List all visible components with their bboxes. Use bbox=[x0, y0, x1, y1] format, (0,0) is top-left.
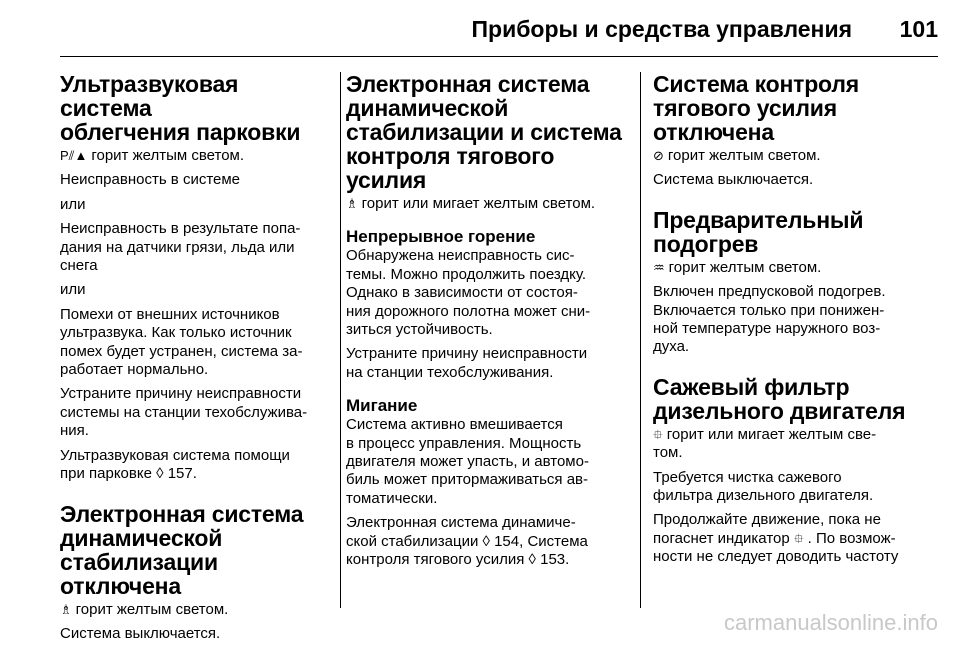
section-title-parking-assist: Ультразвуковая система облегчения парковки bbox=[60, 71, 301, 145]
paragraph: Помехи от внешних источников ультразвука. Как только источник помех будет устранен, система за- работает нормально. bbox=[60, 305, 303, 379]
paragraph: или bbox=[60, 281, 86, 299]
page-reference[interactable]: ◊ 157. bbox=[156, 465, 197, 483]
parking-assist-icon: P⫽▲ bbox=[60, 148, 88, 163]
page-number: 101 bbox=[899, 16, 938, 42]
tc-off-icon: ⊘ bbox=[653, 148, 664, 163]
page-header bbox=[0, 0, 960, 60]
paragraph: Система активно вмешивается в процесс управления. Мощность двигателя может упасть, и автомо- биль может притормаживаться ав- томатически. bbox=[346, 416, 589, 507]
section-title-esp-tc: Электронная система динамической стабилизации и система контроля тягового усилия bbox=[346, 71, 622, 193]
paragraph: или bbox=[60, 195, 86, 213]
parking-assist-status: P⫽▲ горит желтым светом. bbox=[60, 147, 245, 164]
column-divider-2 bbox=[640, 72, 641, 608]
glow-plug-icon: ♒ bbox=[653, 259, 665, 275]
dpf-status: ⯐ горит или мигает желтым све- том. bbox=[653, 425, 877, 462]
paragraph: Включен предпусковой подогрев. Включается только при понижен- ной температуре наружного воз- духа. bbox=[653, 283, 886, 356]
paragraph: Неисправность в результате попа- дания на датчики грязи, льда или снега bbox=[60, 220, 301, 275]
paragraph: Система выключается. bbox=[653, 171, 814, 189]
particle-filter-icon: ⯐ bbox=[653, 426, 663, 442]
column-3 bbox=[653, 72, 943, 573]
column-2 bbox=[346, 72, 626, 576]
esp-off-status: ♗ горит желтым светом. bbox=[60, 600, 229, 618]
subsection-continuous: Непрерывное горение bbox=[346, 227, 536, 247]
subsection-flashing: Мигание bbox=[346, 396, 418, 416]
paragraph: Продолжайте движение, пока не погаснет индикатор ⯐ . По возмож- ности не следует доводить частоту bbox=[653, 511, 899, 566]
paragraph: Ультразвуковая система помощи при парковке ◊ 157. bbox=[60, 446, 290, 483]
watermark: carmanualsonline.info bbox=[723, 610, 938, 635]
paragraph: Устраните причину неисправности на станции техобслуживания. bbox=[346, 345, 588, 381]
column-divider-1 bbox=[340, 72, 341, 608]
column-1 bbox=[60, 72, 334, 649]
tc-off-status: ⊘ горит желтым светом. bbox=[653, 147, 821, 164]
section-title-preheating: Предварительный подогрев bbox=[653, 206, 864, 257]
header-title: Приборы и средства управления bbox=[471, 16, 852, 42]
paragraph: Обнаружена неисправность сис- темы. Можно продолжить поездку. Однако в зависимости от состоя- ния дорожного полотна может сни- зиться устойчивость. bbox=[346, 247, 591, 339]
esp-status: ♗ горит или мигает желтым светом. bbox=[346, 195, 596, 212]
paragraph: Требуется чистка сажевого фильтра дизельного двигателя. bbox=[653, 468, 874, 505]
section-title-dpf: Сажевый фильтр дизельного двигателя bbox=[653, 373, 906, 424]
paragraph: Система выключается. bbox=[60, 624, 221, 642]
esp-off-icon: ♗ bbox=[60, 601, 72, 617]
particle-filter-icon: ⯐ bbox=[793, 530, 804, 546]
paragraph: Устраните причину неисправности системы на станции техобслужива- ния. bbox=[60, 385, 308, 440]
header-divider bbox=[60, 56, 938, 57]
paragraph: Неисправность в системе bbox=[60, 171, 241, 189]
paragraph: Электронная система динамиче- ской стабилизации ◊ 154, Система контроля тягового усилия ◊ 153. bbox=[346, 514, 588, 569]
esp-icon: ♗ bbox=[346, 196, 358, 211]
section-title-esp-off: Электронная система динамической стабилизации отключена bbox=[60, 500, 304, 599]
section-title-tc-off: Система контроля тягового усилия отключена bbox=[653, 71, 859, 145]
preheating-status: ♒ горит желтым светом. bbox=[653, 258, 822, 276]
